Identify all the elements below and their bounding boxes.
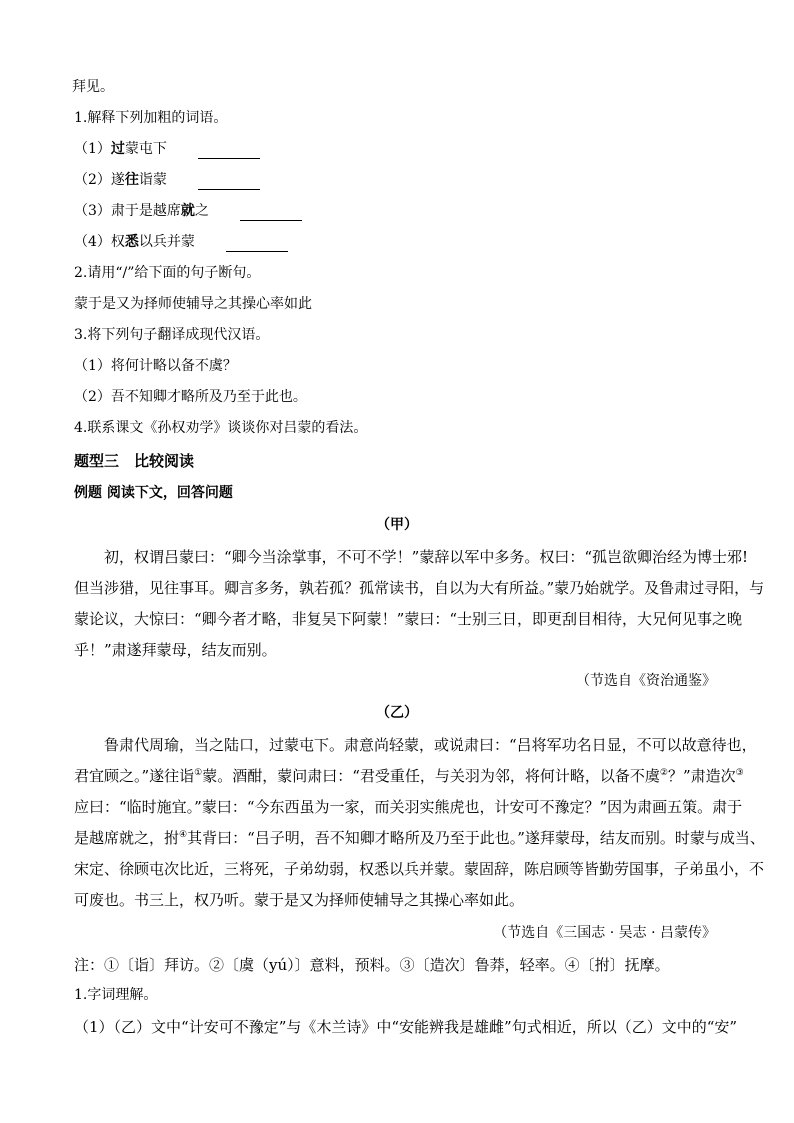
passage-jia-source: （节选自《资治通鉴》	[576, 673, 716, 689]
example-title: 例题 阅读下文，回答问题	[74, 485, 233, 501]
passage-yi-line: 是越席就之，拊④其背曰：“吕子明，吾不知卿才略所及乃至于此也。”遂拜蒙母，结友而别。时蒙与成当、	[74, 829, 765, 847]
passage-jia-title: （甲）	[376, 517, 418, 533]
passage-yi-source: （节选自《三国志 · 吴志 · 吕蒙传》	[493, 925, 716, 941]
answer-blank[interactable]	[198, 146, 260, 159]
passage-jia-line: 蒙论议，大惊曰：“卿今者才略，非复吴下阿蒙！”蒙曰：“士别三日，即更刮目相待，大兄何见事之晚	[74, 610, 743, 628]
question-1: 1.解释下列加粗的词语。	[74, 110, 228, 126]
passage-yi-line: 宋定、徐顾屯次比近，三将死，子弟幼弱，权悉以兵并蒙。蒙固辞，陈启顾等皆勤劳国事，子弟虽小，不	[74, 860, 765, 878]
q1-item-4: （4）权悉以兵并蒙	[74, 234, 195, 250]
passage-yi-title: （乙）	[376, 705, 418, 721]
passage-yi-line: 鲁肃代周瑜，当之陆口，过蒙屯下。肃意尚轻蒙，或说肃曰：“吕将军功名日显，不可以故意待也，	[74, 736, 757, 754]
question-3: 3.将下列句子翻译成现代汉语。	[74, 327, 270, 343]
q1-item-3: （3）肃于是越席就之	[74, 203, 209, 219]
passage-yi-line: 君宜顾之。”遂往诣①蒙。酒酣，蒙问肃曰：“君受重任，与关羽为邻，将何计略，以备不虞②？”肃造次③	[74, 767, 744, 785]
footnote-mark: ②	[659, 768, 668, 778]
answer-blank[interactable]	[198, 177, 260, 190]
q3-item-2: （2）吾不知卿才略所及乃至于此也。	[74, 389, 307, 405]
footnote-mark: ③	[735, 768, 744, 778]
question-4: 4.联系课文《孙权劝学》谈谈你对吕蒙的看法。	[74, 420, 368, 436]
passage-jia-line: 乎！”肃遂拜蒙母，结友而别。	[74, 641, 277, 659]
text-line: 拜见。	[72, 79, 114, 95]
passage-yi-line: 可废也。书三上，权乃听。蒙于是又为择师使辅导之其操心率如此。	[74, 891, 525, 909]
q3-item-1: （1）将何计略以备不虞？	[74, 358, 237, 374]
passage-jia-line: 初，权谓吕蒙曰：“卿今当涂掌事，不可不学！”蒙辞以军中多务。权曰：“孤岂欲卿治经为博士邪!	[74, 548, 749, 566]
q2-sentence: 蒙于是又为择师使辅导之其操心率如此	[74, 296, 312, 312]
footnote-mark: ①	[194, 768, 203, 778]
practice-item-1: （1）（乙）文中“计安可不豫定”与《木兰诗》中“安能辨我是雄雌”句式相近，所以（乙）文中的“安”	[74, 1018, 738, 1036]
section-title: 题型三 比较阅读	[74, 452, 195, 470]
passage-yi-line: 应曰：“临时施宜。”蒙曰：“今东西虽为一家，而关羽实熊虎也，计安可不豫定？”因为肃画五策。肃于	[74, 798, 743, 816]
answer-blank[interactable]	[226, 239, 288, 252]
answer-blank[interactable]	[240, 208, 302, 221]
footnote-mark: ④	[179, 830, 188, 840]
passage-jia-line: 但当涉猎，见往事耳。卿言多务，孰若孤？孤常读书，自以为大有所益。”蒙乃始就学。及鲁肃过寻阳，与	[74, 579, 765, 597]
question-2: 2.请用“/”给下面的句子断句。	[74, 265, 261, 281]
q1-item-2: （2）遂往诣蒙	[74, 172, 167, 188]
footnotes: 注：①〔诣〕拜访。②〔虞（yú）〕意料，预料。③〔造次〕鲁莽，轻率。④〔拊〕抚摩。	[74, 956, 670, 974]
q1-item-1: （1）过蒙屯下	[74, 141, 167, 157]
practice-question-1: 1.字词理解。	[74, 987, 158, 1003]
